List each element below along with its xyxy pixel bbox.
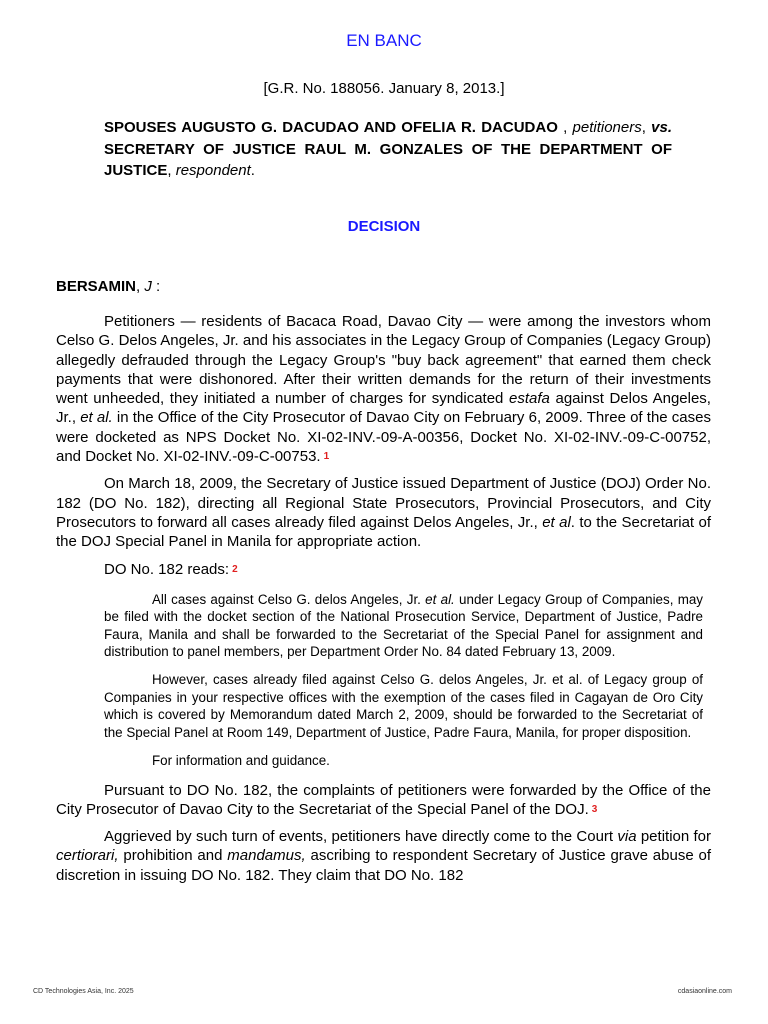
respondent-label: respondent (175, 162, 251, 179)
paragraph-italic: certiorari, (56, 847, 119, 865)
paragraph-text: On March 18, 2009, the Secretary of Justice issued Department of Justice (DOJ) Order No. 182 (DO No. 182), directing all Regional State Prosecutors, Provincial Prosecutors, and City Prosecutors to forward all cases already filed against Delos Angeles, Jr., (56, 475, 711, 531)
petitioners-label: petitioners (572, 119, 642, 136)
quote-text: under Legacy Group of Companies, may be filed with the docket section of the National Prosecution Service, Department of Justice, Padre Faura, Manila and shall be forwarded to the Secretariat of the Special Panel for assignment and distribution to panel members, per Department Order No. 84 dated February 13, 2009. (104, 591, 703, 660)
paragraph-text: prohibition and (118, 847, 228, 865)
paragraph-text: DO No. 182 reads: (104, 560, 230, 578)
paragraph-3 (56, 560, 711, 579)
footnote-link-3[interactable]: 3 (591, 803, 598, 815)
paragraph-italic: et al. (80, 409, 113, 427)
court-division: EN BANC (346, 31, 422, 50)
paragraph-text: Petitioners — residents of Bacaca Road, Davao City — were among the investors whom Celso G. Delos Angeles, Jr. and his associates in the Legacy Group of Companies (Legacy Group) allegedly defrauded through the Legacy Group's "buy back agreement" that earned them check payments that were dishonored. After their written demands for the return of their investments went unheeded, they initiated a number of charges for syndicated (56, 313, 711, 408)
versus-label: vs. (651, 119, 672, 136)
paragraph-1 (56, 312, 711, 466)
quote-paragraph-3: For information and guidance. (152, 753, 330, 769)
paragraph-italic: via (617, 828, 637, 846)
paragraph-text: petition for (636, 828, 711, 846)
quote-italic: et al. (425, 591, 455, 607)
ponente-colon: : (151, 278, 161, 295)
case-caption (104, 117, 672, 182)
petitioners-names: SPOUSES AUGUSTO G. DACUDAO AND OFELIA R. DACUDAO (104, 119, 558, 136)
caption-period: . (250, 162, 255, 179)
paragraph-2 (56, 474, 711, 551)
block-quote (104, 591, 703, 770)
caption-comma: , (167, 162, 176, 179)
respondent-name: SECRETARY OF JUSTICE RAUL M. GONZALES OF THE DEPARTMENT OF JUSTICE (104, 140, 672, 179)
paragraph-text: in the Office of the City Prosecutor of Davao City on February 6, 2009. Three of the cases were docketed as NPS Docket No. XI-02-INV.-09-A-00356, Docket No. XI-02-INV.-09-C-00752, and Docket No. XI-02-INV.-09-C-00753. (56, 409, 711, 466)
paragraph-text: against Delos Angeles, Jr., (56, 390, 711, 427)
paragraph-text: . to the Secretariat of the DOJ Special Panel in Manila for appropriate action. (56, 513, 711, 551)
ponente-title: J (144, 278, 152, 295)
caption-comma: , (557, 119, 568, 136)
footnote-link-1[interactable]: 1 (323, 451, 330, 463)
paragraph-text: ascribing to respondent Secretary of Justice grave abuse of discretion in issuing DO No. 182. They claim that DO No. 182 (56, 847, 712, 884)
paragraph-5 (56, 827, 711, 885)
ponente-comma: , (136, 278, 145, 295)
decision-body (56, 312, 711, 893)
footer-site: cdasiaonline.com (677, 988, 732, 995)
paragraph-italic: estafa (509, 390, 550, 408)
caption-comma: , (641, 119, 652, 136)
paragraph-text: Aggrieved by such turn of events, petitioners have directly come to the Court (104, 828, 618, 846)
decision-title: DECISION (347, 218, 421, 235)
ponente-name: BERSAMIN (56, 278, 137, 295)
quote-paragraph-1 (104, 591, 703, 661)
ponente (56, 278, 160, 295)
case-number: [G.R. No. 188056. January 8, 2013.] (263, 80, 505, 97)
paragraph-italic: et al (542, 513, 571, 531)
quote-text: All cases against Celso G. delos Angeles, Jr. (152, 591, 426, 607)
paragraph-text: Pursuant to DO No. 182, the complaints of petitioners were forwarded by the Office of the City Prosecutor of Davao City to the Secretariat of the Special Panel of the DOJ. (56, 781, 711, 818)
paragraph-italic: mandamus, (227, 847, 306, 865)
quote-paragraph-2: However, cases already filed against Celso G. delos Angeles, Jr. et al. of Legacy group of Companies in your respective offices with the exemption of the cases filed in Cagayan de Oro City which is covered by Memorandum dated March 2, 2009, should be forwarded to the Secretariat of the Special Panel at Room 149, Department of Justice, Padre Faura, Manila, for proper disposition. (104, 672, 703, 740)
footer-copyright: CD Technologies Asia, Inc. 2025 (33, 988, 134, 995)
paragraph-4 (56, 781, 711, 820)
footnote-link-2[interactable]: 2 (232, 563, 238, 575)
